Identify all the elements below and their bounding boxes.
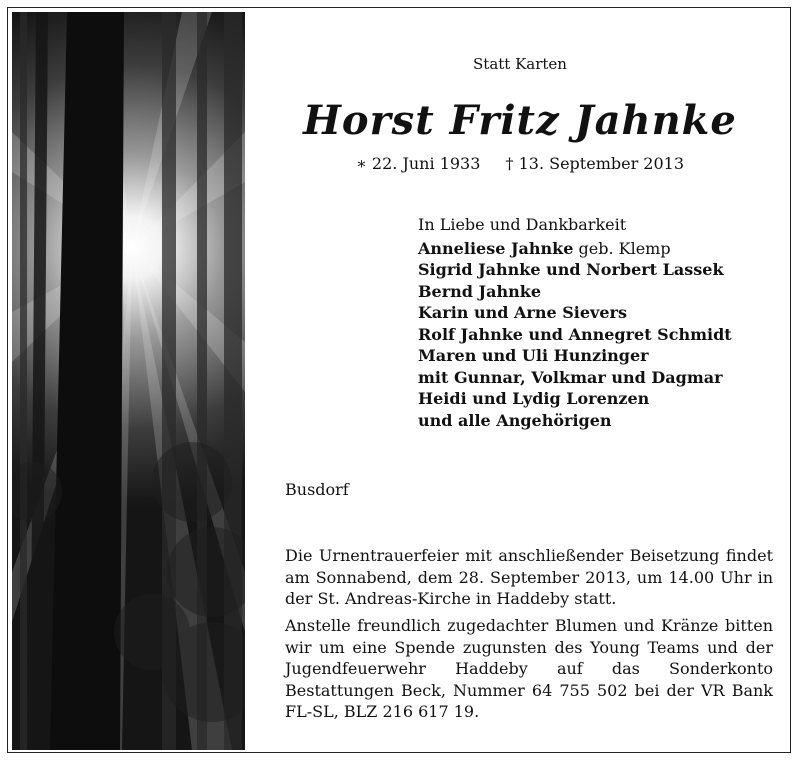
funeral-info-paragraph: Die Urnentrauerfeier mit anschließender Beisetzung findet am Sonnabend, dem 28. September 2013, um 14.00 Uhr in der St. Andreas-Kirche in Haddeby statt. <box>285 546 773 608</box>
life-dates <box>248 154 791 173</box>
mourner-line: und alle Angehörigen <box>418 410 612 430</box>
mourners-intro: In Liebe und Dankbarkeit <box>418 215 627 234</box>
mourner-line: mit Gunnar, Volkmar und Dagmar <box>418 367 723 387</box>
mourner-line: Karin und Arne Sievers <box>418 303 627 322</box>
mourner-line: Maren und Uli Hunzinger <box>418 346 649 365</box>
mourner-line: Bernd Jahnke <box>418 281 541 301</box>
place-name: Busdorf <box>285 480 349 499</box>
deceased-name: Horst Fritz Jahnke <box>303 97 737 144</box>
mourner-line: Rolf Jahnke und Annegret Schmidt <box>418 324 732 344</box>
statt-karten-header: Statt Karten <box>473 55 567 73</box>
mourner-line: Sigrid Jahnke und Norbert Lassek <box>418 260 724 279</box>
donation-info-paragraph: Anstelle freundlich zugedachter Blumen und Kränze bitten wir um eine Spende zugunsten des Young Teams und der Jugendfeuerwehr Haddeby auf das Sonderkonto Bestattungen Beck, Nummer 64 755 502 bei der VR Bank FL-SL, BLZ 216 617 19. <box>285 616 773 721</box>
death-date: † 13. September 2013 <box>505 154 685 173</box>
mourners-list <box>418 214 732 431</box>
forest-sunbeam-photo <box>12 12 245 750</box>
mourner-line: Anneliese Jahnke geb. Klemp <box>418 238 671 258</box>
birth-date: ∗ 22. Juni 1933 <box>355 154 481 173</box>
mourner-line: Heidi und Lydig Lorenzen <box>418 389 650 408</box>
obituary-card <box>7 7 791 753</box>
